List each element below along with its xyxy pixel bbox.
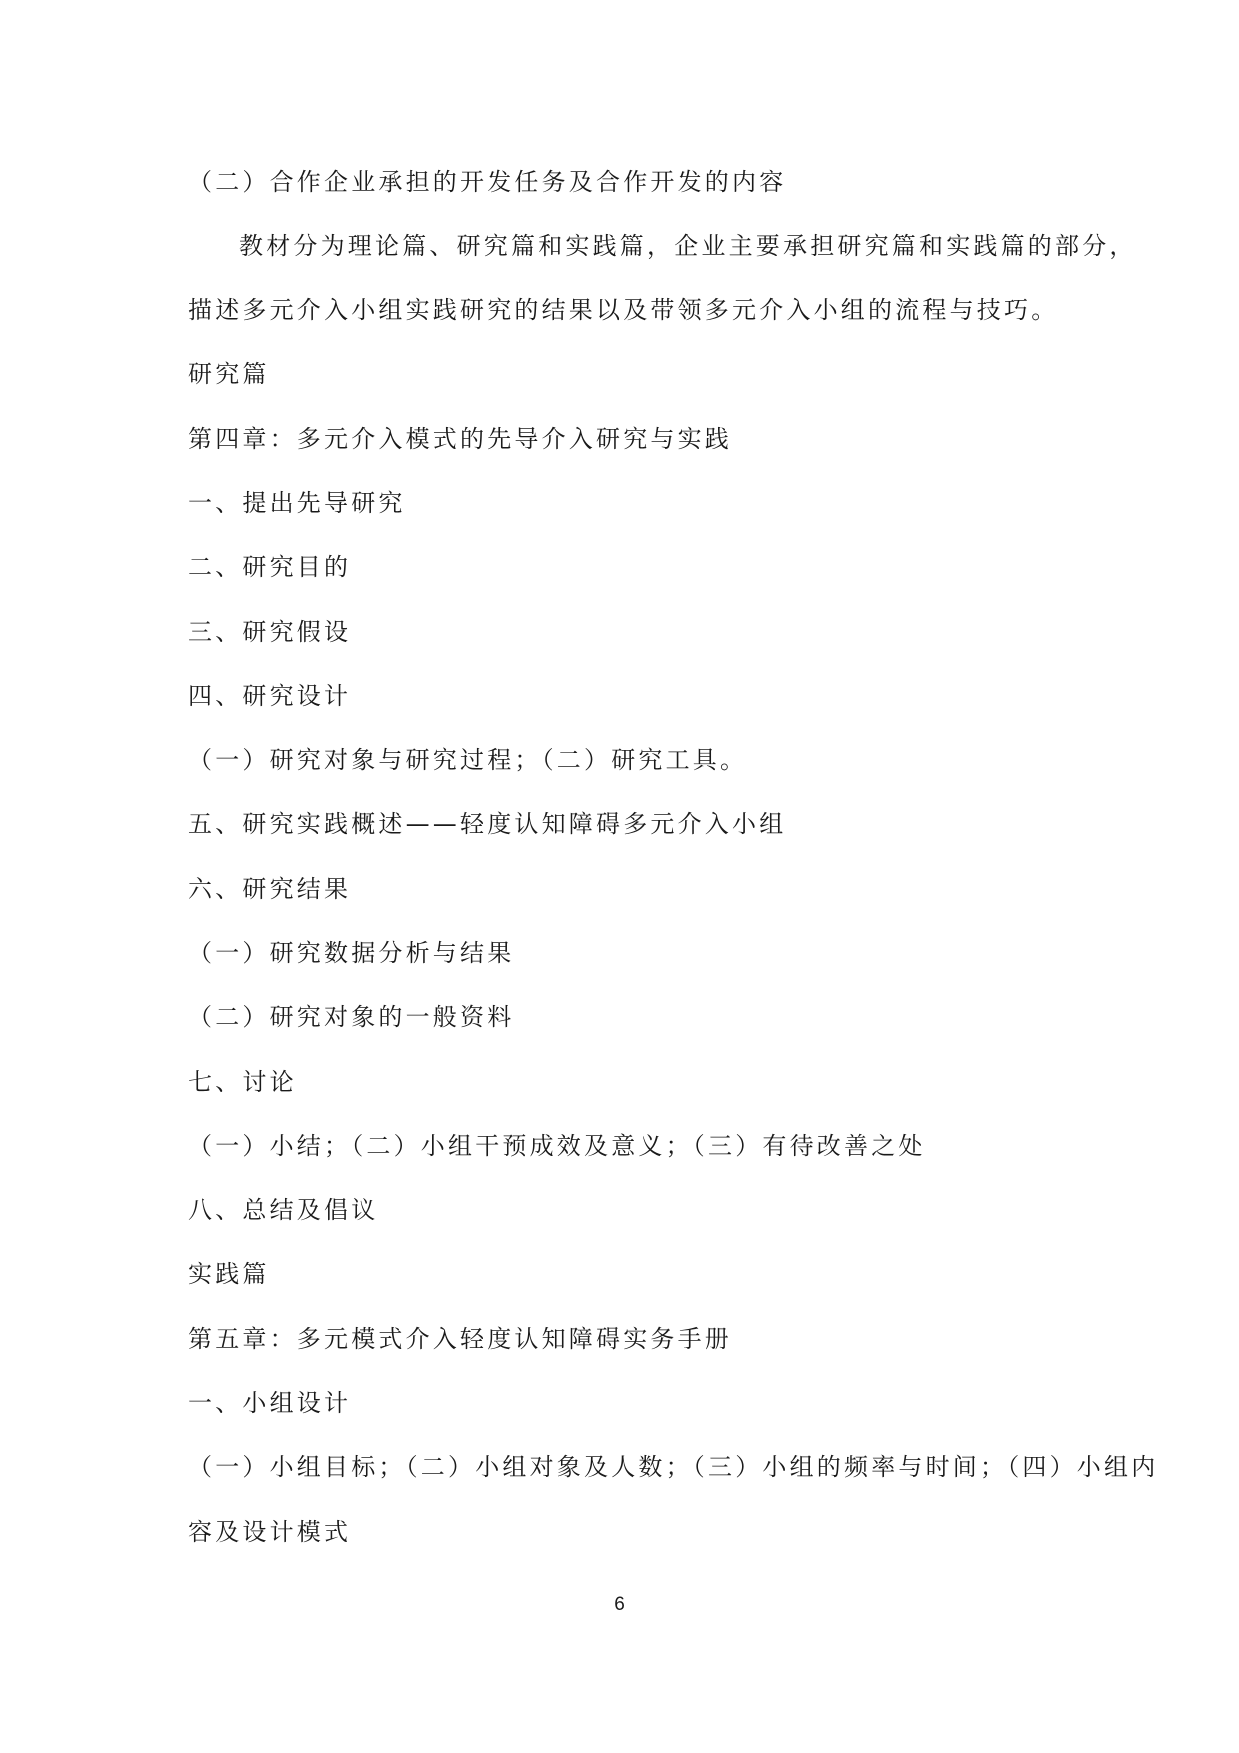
chapter-heading: 第四章：多元介入模式的先导介入研究与实践 <box>188 425 732 453</box>
part-heading: 研究篇 <box>188 360 270 388</box>
outline-subitem: （一）研究数据分析与结果 <box>188 939 515 967</box>
paragraph-line: 教材分为理论篇、研究篇和实践篇，企业主要承担研究篇和实践篇的部分， <box>239 232 1137 260</box>
part-heading: 实践篇 <box>188 1260 270 1288</box>
outline-item: 五、研究实践概述——轻度认知障碍多元介入小组 <box>188 810 787 838</box>
chapter-heading: 第五章：多元模式介入轻度认知障碍实务手册 <box>188 1325 732 1353</box>
outline-item: 七、讨论 <box>188 1068 297 1096</box>
paragraph-line: 描述多元介入小组实践研究的结果以及带领多元介入小组的流程与技巧。 <box>188 296 1059 324</box>
page-number: 6 <box>614 1594 625 1615</box>
outline-subitem-continuation: 容及设计模式 <box>188 1518 352 1546</box>
section-heading: （二）合作企业承担的开发任务及合作开发的内容 <box>188 168 787 196</box>
outline-item: 二、研究目的 <box>188 553 352 581</box>
outline-item: 八、总结及倡议 <box>188 1196 379 1224</box>
outline-subitem: （一）小组目标；（二）小组对象及人数；（三）小组的频率与时间；（四）小组内 <box>188 1453 1159 1481</box>
outline-item: 六、研究结果 <box>188 875 352 903</box>
outline-item: 三、研究假设 <box>188 618 352 646</box>
outline-subitem: （一）研究对象与研究过程；（二）研究工具。 <box>188 746 748 774</box>
outline-subitem: （二）研究对象的一般资料 <box>188 1003 515 1031</box>
outline-item: 四、研究设计 <box>188 682 352 710</box>
outline-item: 一、提出先导研究 <box>188 489 406 517</box>
outline-subitem: （一）小结；（二）小组干预成效及意义；（三）有待改善之处 <box>188 1132 926 1160</box>
outline-item: 一、小组设计 <box>188 1389 352 1417</box>
